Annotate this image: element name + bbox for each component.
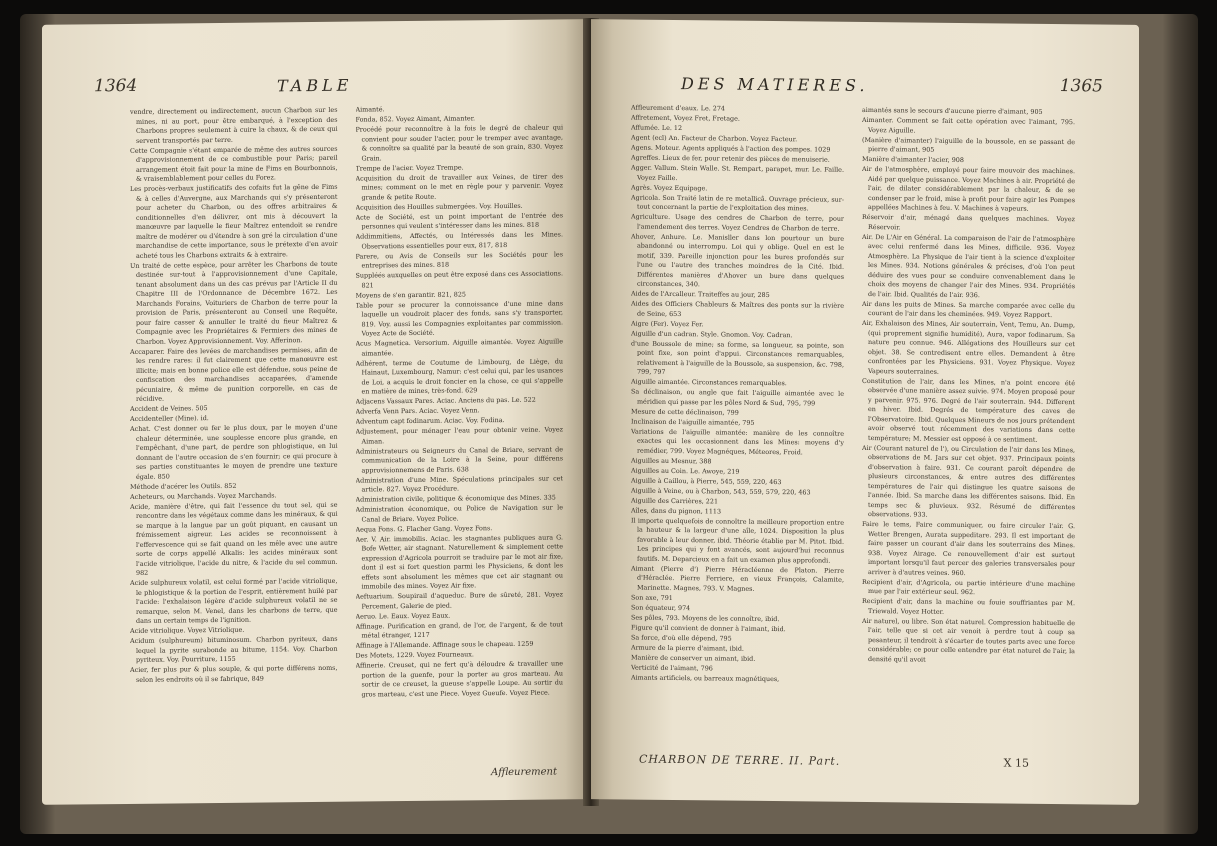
index-entry: Air dans les puits de Mines. Sa marche comparée avec celle du courant de l'air dans les cheminées. 949. Voyez Rapport. [862,299,1075,319]
index-entry: Acide, manière d'être, qui fait l'essence du tout sel, qui se rencontre dans les végétaux comme dans les minéraux, & qui se marque à la langue par un goût piquant, en causant un frémissement aigreur. Les acides se reconnoissent à l'effervescence qui se fait quand on les mêle avec une autre sorte de corps appellé Alkalis: les acides minéraux sont l'acide vitriolique, l'acide du nitre, & l'acide du sel commun. 982 [130,500,338,577]
index-entry: Air naturel, ou libre. Son état naturel. Compression habituelle de l'air, telle que si cet air venoit à perdre tout à coup sa pesanteur, il tendroit à s'écarter de toutes parts avec une force considérable; ce pour celle entendre par état naturel de l'air, la densité qu'il avoit [862,616,1075,664]
index-entry: Addimmitiens, Affectés, ou Intéressés dans les Mines. Observations essentielles pour eux, 817, 818 [355,230,563,251]
index-entry: Recipient d'air, d'Agricola, ou partie intérieure d'une machine mue par l'air extérieur seul. 962. [862,577,1075,597]
index-entry: Manière d'aimanter l'acier, 908 [862,154,964,165]
index-entry: Adhérent, terme de Coutume de Limbourg, de Liège, du Hainaut, Luxembourg, Namur: c'est celui qui, par les usances de Loi, a acquis le droit foncier en la chose, ce qui s'appelle en matière de mines, très-fond. 629 [355,356,563,396]
index-entry: Aîles, dans du pignon, 1113 [631,506,722,515]
index-entry: Aiguille des Carrières, 221 [631,496,719,505]
index-entry: Air. De L'Air en Général. La comparaison de l'air de l'atmosphère avec celui renfermé dans les Mines, difficile. 936. Voyez Atmosphère. La Physique de l'air tient à la science d'exploiter les Mines. 934. Notions générales & précises, d'où l'on peut déduire des vues pour se conduire convenablement dans le choix des moyens de changer l'air des Mines. 934. Propriétés de l'air. Ibid. Qualités de l'air. 936. [862,232,1075,299]
index-entry: Air de l'atmosphère, employé pour faire mouvoir des machines. Aidé par quelque puissance. Voyez Machines à air. Propriété de l'air, de dilater considérablement par la chaleur, & de se condenser par le froid, mise à profit pour faire agir les Pompes appellées Machines à feu. V. Machines à vapeurs. [862,164,1075,213]
index-entry: Acier, fer plus pur & plus souple, & qui porte différens noms, selon les endroits où il se fabrique, 849 [130,663,338,684]
left-column-1 [130,106,338,764]
index-entry: Aides de l'Arcalleur. Traiteffes au jour, 285 [631,289,770,300]
index-entry: Inclinaison de l'aiguille aimantée, 795 [631,417,755,427]
index-entry: Agens. Moteur. Agents appliqués à l'action des pompes. 1029 [631,143,831,154]
index-entry: vendre, directement ou indirectement, aucun Charbon sur les mines, ni au port, pour être embarqué, à l'exception des Charbons propres seulement à cuire la chaux, & de ceux qui servent transportés par terre. [130,105,338,145]
index-entry: d'une Boussole de mine; sa forme, sa longueur, sa pointe, son point fixe, son point d'appui. Circonstances remarquables, relativement à l'aiguille de la Boussole, sa suspension, &c. 798, 799, 797 [631,339,844,376]
index-entry: Aimanté. [355,105,385,114]
index-entry: Procédé pour reconnoître à la fois le degré de chaleur qui convient pour souder l'acier, pour le tremper avec avantage, & connoître sa qualité par la beauté de son grain, 830. Voyez Grain. [355,123,563,163]
index-entry: Affumée. Le. 12 [631,123,683,133]
right-running-head: DES MATIERES. [681,74,869,96]
index-entry: Aimanter. Comment se fait cette opération avec l'aimant, 795. Voyez Aiguille. [862,115,1075,135]
index-entry: Administrateurs ou Seigneurs du Canal de Briare, servant de communication de la Loire à la Seine, pour différens approvisionnemens de Paris. 638 [355,444,563,475]
index-entry: Fonda, 852. Voyez Aimant, Aimanter. [355,114,476,124]
index-entry: Aeruo. Le. Eaux. Voyez Eaux. [355,611,451,621]
right-page-number: 1365 [1059,76,1103,97]
index-entry: Suppléés auxquelles on peut être exposé dans ces Associations. 821 [355,269,563,290]
index-entry: Aiguille d'un cadran. Style. Gnomon. Voy. Cadran. [631,329,793,339]
index-entry: Sa déclinaison, ou angle que fait l'aiguille aimantée avec le méridien qui passe par les pôles Nord & Sud, 795, 799 [631,387,844,407]
index-entry: Acquisition du droit de travailler aux Veines, de tirer des mines; comment on le met en règle pour y parvenir. Voyez grande & petite Route. [355,171,563,202]
index-entry: Ses pôles, 793. Moyens de les connoître, ibid. [631,613,780,623]
index-entry: Acte de Société, est un point important de l'entrée des personnes qui veulent s'intéresser dans les mines. 818 [355,210,563,231]
left-page-number: 1364 [94,75,138,97]
index-entry: Acide vitriolique. Voyez Vitriolique. [130,625,245,635]
index-entry: Aimants artificiels, ou barreaux magnétiques, [631,673,780,683]
index-entry: (Manière d'aimanter) l'aiguille de la boussole, en se passant de pierre d'aimant, 905 [862,135,1075,154]
index-entry: Aiguilles au Mesnur, 388 [631,456,712,465]
index-entry: Parere, ou Avis de Conseils sur les Sociétés pour les entreprises des mines. 818 [355,249,563,270]
right-page [591,19,1139,805]
index-entry: Acidum (sulphureum) bituminosum. Charbon pyriteux, dans lequel la pyrite surabonde au bitume, 1154. Voy. Charbon pyriteux. Voy. Pourriture, 1155 [130,634,338,664]
index-entry: Acheteurs, ou Marchands. Voyez Marchands. [130,490,277,501]
index-entry: Agricola. Son Traité latin de re metallicâ. Ouvrage précieux, sur-tout concernant la partie de l'exploitation des mines. [631,193,844,213]
index-entry: Constitution de l'air, dans les Mines, n'a point encore été observée d'une manière assez suivie. 974. Moyen proposé pour y parvenir. 975. 976. Degré de l'air souterrain. 944. Different en hiver. Ibid. Degrés de température des caves de l'Observatoire. Ibid. Quelques Mineurs de nos jours prétendent avoir observé tout récemment des variations dans cette température; M. Messier est opposé à ce sentiment. [862,376,1075,444]
index-entry: Figure qu'il convient de donner à l'aimant, ibid. [631,623,786,633]
index-entry: Recipient d'air, dans la machine ou fouie souffriantes par M. Triewald. Voyez Hotter. [862,596,1075,616]
right-signature-mark: X 15 [1003,756,1029,770]
index-entry: Affretement, Voyez Fret, Fretage. [631,113,740,123]
index-entry: Aequa Fons. G. Flacher Gang. Voyez Fons. [355,523,493,534]
index-entry: Adjacens Vassaux Pares. Aciac. Anciens du pas. Le. 522 [355,395,536,406]
index-entry: Administration d'une Mine. Spéculations principales sur cet article. 827. Voyez Procédure. [355,473,563,494]
index-entry: Achat. C'est donner ou fer le plus doux, par le moyen d'une chaleur déterminée, une souplesse encore plus grande, en l'empêchant, d'une part, de perdre son phlogistique, en lui donnant de l'autre occasion de s'en fournir; ce qui procure à ses parties constituantes le moyen de prendre une texture égale. 850 [130,422,338,481]
index-entry: Accident de Veines. 505 [130,404,208,413]
index-entry: Adventum capt fodinarum. Aciac. Voy. Fodina. [355,416,505,426]
index-entry: Son équateur, 974 [631,603,691,612]
index-entry: Agent (ecl) An. Facteur de Charbon. Voyez Facteur. [631,133,798,144]
index-entry: Table pour se procurer la connoissance d'une mine dans laquelle un voudroit placer des fonds, sans s'y transporter, 819. Voy. aussi les Compagnies exploitantes par commission. Voyez Acte de Société. [355,298,563,338]
right-column-2 [862,106,1075,764]
index-entry: Les procès-verbaux justificatifs des cofaits fut la gêne de Fims & à celles d'Auvergne, aux Marchands qui s'y présenteront pour acheter du Charbon, ou des offres arbitraires & conditionnelles d'en délivrer, ont mis à découvert la manœuvre par laquelle le fieur Maîtrez entendoit se rendre maître de modérer ou d'étendre à son gré la circulation d'une marchandise de cette importance, sous le prétexte d'en avoir acheté tous les Charbons extraits & à extraire. [130,182,338,260]
index-entry: Acide sulphureux volatil, est celui formé par l'acide vitriolique, le phlogistique & la portion de l'esprit, entièrement huilé par l'acide: l'exhalaison légère d'acide sulphureux volatil ne se remarque, selon M. Venel, dans les charbons de terre, que dans un certain temps de l'ignition. [130,576,338,625]
index-entry: Son axe, 791 [631,593,673,602]
index-entry: Moyens de s'en garantir. 821, 825 [355,289,466,300]
index-entry: Agger. Vallum. Stein Walle. St. Rempart, parapet, mur. Le. Faille. Voyez Faille. [631,163,844,182]
index-entry: Air (Courant naturel de l'), ou Circulation de l'air dans les Mines, observations de M. Jars sur cet objet. 937. Principaux points d'observation à faire. 931. Ce courant paroît dépendre de plusieurs circonstances, & entre autres des différentes températures de l'air qui distingue les quatre saisons de l'année. Ibid. Sa marche dans les différentes saisons. Ibid. En temps sec & pluvieux. 932. Résumé de différentes observations. 933. [862,443,1075,519]
index-entry: Verticité de l'aimant, 796 [631,663,713,672]
right-column-1 [631,104,844,762]
index-entry: Agreffes. Lieux de fer, pour retenir des pièces de menuiserie. [631,153,830,164]
left-running-head: TABLE [277,75,353,96]
index-entry: Aimant (Pierre d') Pierre Héracléenne de Platon. Pierre d'Héraclée. Pierre Ferriere, en vieux François, Calamite, Marinette. Magnes, 793. V. Magnes. [631,564,844,593]
index-entry: Accidenteller (Mine). id. [130,414,209,423]
index-entry: Un traité de cette espèce, pour arrêter les Charbons de toute destinée sur-tout à l'approvisionnement d'une Capitale, tenant absolument dans un des cas prévus par l'Article II du Chapitre III de l'Ordonnance de Décembre 1672. Les Marchands Forains, Voituriers de Charbon de terre pour la provision de Paris, présenteront au Conseil une Requête, pour faire casser & annuller le traité du fieur Maîtrez & Compagnie avec les Propriétaires & Fermiers des mines de Charbon. Voyez Approvisionnement. Voy. Afferinon. [130,259,338,346]
left-page [42,19,587,805]
index-entry: Affinage à l'Allemande. Affinage sous le chapeau. 1259 [355,639,534,650]
index-entry: Faire le tems, Faire communiquer, ou faire circuler l'air. G. Wetter Brengen, Aurata suppeditare. 293. Il est important de faire passer un courant d'air dans les souterrains des Mines. 938. Voyez Airage. Ce renouvellement d'air est surtout important lorsqu'il faut percer des galeries transversales pour arriver à d'autres veines. 960. [862,519,1075,577]
index-entry: Affleurement d'eaux. Le. 274 [631,103,725,113]
index-entry: Sa force, d'où elle dépend, 795 [631,633,732,643]
right-columns [631,104,1075,765]
index-entry: Aeftuarium. Soupirail d'aqueduc. Bure de sûreté, 281. Voyez Percement, Galerie de pied. [355,590,563,611]
index-entry: Air, Exhalaison des Mines, Air souterrain, Vent, Temu, An. Dump, (qui proprement signifie humidité), Aura, vapor fodinarum. Sa nature peu connue. 946. Allégations des Houilleurs sur cet objet. 38. Se contredisent entre elles. Demandent à être confrontées par les Physiciens. 931. Voyez Physique. Voyez Vapeurs souterraines. [862,318,1075,376]
index-entry: Adverfa Venn Pars. Aciac. Voyez Venn. [355,406,480,416]
index-entry: Méthode d'acérer les Outils. 852 [130,481,237,491]
index-entry: aimantés sans le secours d'aucune pierre d'aimant, 905 [862,105,1043,116]
index-entry: Accaparer. Faire des levées de marchandises permises, afin de les rendre rares: il fut clairement que cette manœuvre est illicite; mais en bonne police elle est défendue, sous peine de confiscation des marchandises accaparées, d'amende pécuniaire, & même de punition corporelle, en cas de récidive. [130,345,338,403]
index-entry: Aides des Officiers Chableurs & Maîtres des ponts sur la rivière de Seine, 653 [631,299,844,318]
index-entry: Acus Magnetica. Versorium. Aiguille aimantée. Voyez Aiguille aimantée. [355,337,563,358]
index-entry: Trempe de l'acier. Voyez Trempe. [355,162,464,173]
index-entry: Aiguille aimantée. Circonstances remarquables. [631,377,787,388]
left-columns [130,103,563,764]
index-entry: Aiguille à Caillou, à Pierre, 545, 559, 220, 463 [631,476,782,486]
index-entry: Affinerie. Creuset, qui ne fert qu'à déloudre & travailler une portion de la guenfe, pour la porter au gros marteau. Au sortir de ce creuset, la gueuse s'appelle Loupe. Au sortir du gros marteau, c'est une Piece. Voyez Gueufe. Voyez Piece. [355,659,563,699]
index-entry: Cette Compagnie s'étant emparée de même des autres sources d'approvisionnement de ce combustible pour Paris; pareil arrangement étoit fait pour la mine de Fims en Bourbonnois, & vraisemblablement pour celles du Forez. [130,144,338,183]
index-entry: Il importe quelquefois de connoître la meilleure proportion entre la hauteur & la largeur d'une aîle, 1024. Disposition la plus favorable à leur donner, ibid. Théorie établie par M. Pitot. Ibid. Les principes qui y font avancés, sont aujourd'hui reconnus fautifs. M. Deparcieux en a fait un examen plus approfondi. [631,516,844,565]
index-entry: Administration économique, ou Police de Navigation sur le Canal de Briare. Voyez Police. [355,503,563,524]
index-entry: Des Motets, 1229. Voyez Fourneaux. [355,650,474,660]
right-footer-title: CHARBON DE TERRE. II. Part. [639,752,841,768]
index-entry: Agrès. Voyez Equipage. [631,183,708,192]
index-entry: Armure de la pierre d'aimant, ibid. [631,643,744,653]
index-entry: Aigre (Fer). Voyez Fer. [631,319,704,328]
index-entry: Réservoir d'air, ménagé dans quelques machines. Voyez Réservoir. [862,212,1075,231]
index-entry: Manière de conserver un aimant, ibid. [631,653,756,663]
index-entry: Ahover, Anhure. Le. Manisller dans lon pourtour un bure abandonné ou interrompu. Loi qui y oblige. Quel en est le motif, 339. Pareille injonction pour les bures profondés sur l'une ou l'autre des tranches moindres de la Cité. Ibid. Différentes manières d'Ahover un bure dans quelques circonstances, 340. [631,232,844,289]
left-catchword: Affleurement [491,766,557,779]
index-entry: Agriculture. Usage des cendres de Charbon de terre, pour l'amendement des terres. Voyez Cendres de Charbon de terre. [631,212,844,233]
index-entry: Aiguilles au Coin. Le. Awoye, 219 [631,466,740,476]
index-entry: Aer. V. Air. immobilis. Aciac. les stagnantes publiques aura G. Bofe Wetter, air stagnant. Naturellement & simplement cette expression d'Agricola pourroit se traduire par le mot air fixe, dont il est si fort question parmi les Physiciens, & dont les effets sont absolument les mêmes que cet air stagnant ou immobile des mines. Voyez Air fixe. [355,532,563,591]
left-column-2 [356,103,564,761]
index-entry: Variations de l'aiguille aimantée: manière de les connoître exactes qui les occasionnent dans les Mines: moyens d'y remédier, 799. Voyez Magnéques, Méteores, Froid. [631,427,844,456]
index-entry: Mesure de cette déclinaison, 799 [631,407,739,417]
index-entry: Affinage. Purification en grand, de l'or, de l'argent, & de tout métal étranger, 1217 [355,619,563,640]
index-entry: Acquisition des Houilles submergées. Voy. Houilles. [355,201,523,212]
index-entry: Aiguille à Veine, ou à Charbon, 543, 559, 579, 220, 463 [631,486,811,496]
index-entry: Adjustement, pour ménager l'eau pour obtenir veine. Voyez Aiman. [355,425,563,446]
index-entry: Administration civile, politique & économique des Mines. 335 [355,493,556,504]
